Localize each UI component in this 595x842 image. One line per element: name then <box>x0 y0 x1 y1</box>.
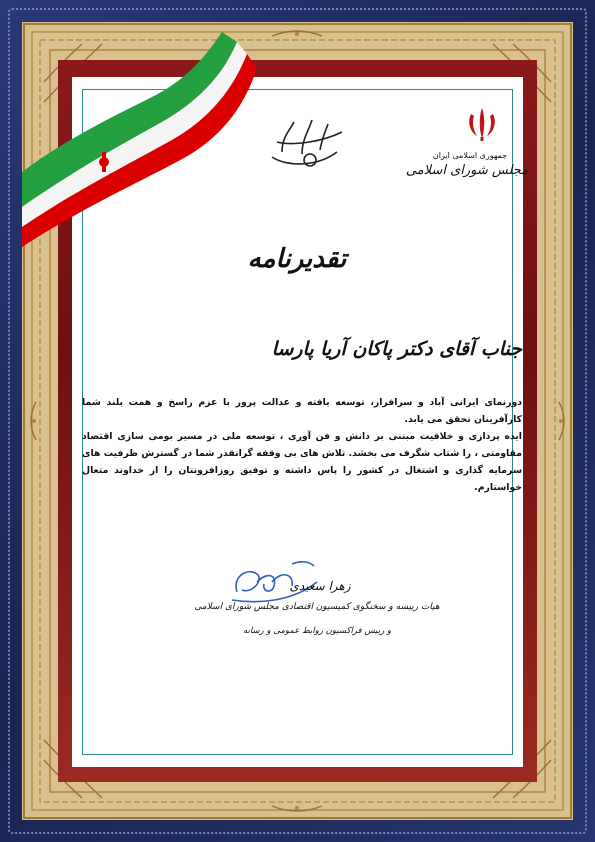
bismillah-calligraphy <box>262 112 352 172</box>
certificate <box>22 22 573 820</box>
iran-flag-icon <box>22 22 262 262</box>
parliament-name: مجلس شورای اسلامی <box>405 163 529 178</box>
body-paragraph: ایده پردازی و خلاقیت مبتنی بر دانش و فن آوری ، توسعه ملی در مسیر بومی سازی اقتصاد مقاومتی ، را شتاب شگرف می بخشد. تلاش های بی وقفه گرانقدر شما در گسترش ظرفیت های سرمایه گذاری و اشتغال در کشور را پاس داشته و توفیق روزافزونتان را از خداوند متعال خواستارم. <box>82 431 522 493</box>
signer-title: هیات رییسه و سخنگوی کمیسیون اقتصادی مجلس شورای اسلامی <box>194 602 440 612</box>
certificate-body <box>82 394 522 496</box>
certificate-title: تقدیرنامه <box>247 244 347 274</box>
body-paragraph: دورنمای ایرانی آباد و سرافراز، توسعه یافته و عدالت پرور با عزم راسخ و همت بلند شما کارآفرینان تحقق می یابد. <box>82 397 522 425</box>
signer-name: زهرا سعیدی <box>289 579 351 593</box>
signer-subtitle: و رییس فراکسیون روابط عمومی و رسانه <box>243 626 391 636</box>
recipient-name: جناب آقای دکتر پاکان آریا پارسا <box>271 338 522 360</box>
parliament-subtitle: جمهوری اسلامی ایران <box>432 151 508 160</box>
iran-emblem-icon <box>462 104 502 144</box>
